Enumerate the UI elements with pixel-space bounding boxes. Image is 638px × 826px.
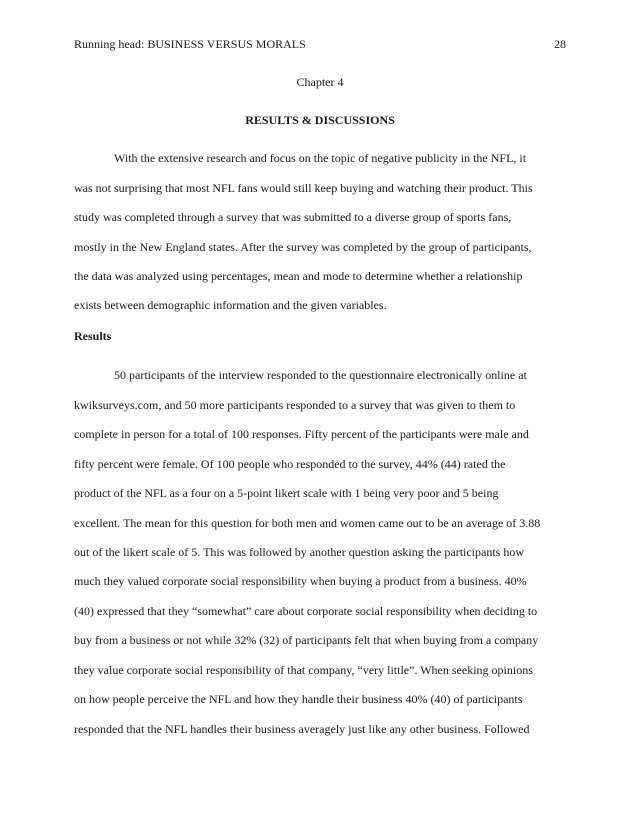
body-line: With the extensive research and focus on the topic of negative publicity in the NFL, it (114, 151, 527, 165)
results-heading: Results (74, 329, 112, 343)
body-line: they value corporate social responsibility of that company, “very little”. When seeking opinions (74, 663, 533, 677)
body-line: on how people perceive the NFL and how they handle their business 40% (40) of participants (74, 692, 523, 706)
page-header (74, 36, 566, 52)
running-head: Running head: BUSINESS VERSUS MORALS (74, 37, 306, 51)
body-line: study was completed through a survey that was submitted to a diverse group of sports fans, (74, 210, 512, 224)
body-line: responded that the NFL handles their business averagely just like any other business. Followed (74, 722, 530, 736)
body-line: (40) expressed that they “somewhat” care about corporate social responsibility when deciding to (74, 604, 538, 618)
chapter-label: Chapter 4 (296, 75, 344, 89)
page-number: 28 (554, 37, 566, 51)
body-line: mostly in the New England states. After the survey was completed by the group of participants, (74, 240, 532, 254)
body-line: was not surprising that most NFL fans would still keep buying and watching their product. This (74, 181, 533, 195)
section-title: RESULTS & DISCUSSIONS (245, 113, 395, 127)
body-line: excellent. The mean for this question for both men and women came out to be an average of 3.88 (74, 516, 541, 530)
body-line: buy from a business or not while 32% (32) of participants felt that when buying from a company (74, 633, 539, 647)
body-line: the data was analyzed using percentages, mean and mode to determine whether a relationship (74, 269, 523, 283)
body-line: out of the likert scale of 5. This was followed by another question asking the participants how (74, 545, 525, 559)
body-line: 50 participants of the interview responded to the questionnaire electronically online at (114, 368, 527, 382)
body-line: much they valued corporate social responsibility when buying a product from a business. 40% (74, 574, 527, 588)
body-line: kwiksurveys.com, and 50 more participants responded to a survey that was given to them to (74, 398, 516, 412)
body-line: product of the NFL as a four on a 5-point likert scale with 1 being very poor and 5 being (74, 486, 499, 500)
body-line: exists between demographic information and the given variables. (74, 298, 387, 312)
body-line: complete in person for a total of 100 responses. Fifty percent of the participants were male and (74, 427, 529, 441)
body-line: fifty percent were female. Of 100 people who responded to the survey, 44% (44) rated the (74, 457, 506, 471)
